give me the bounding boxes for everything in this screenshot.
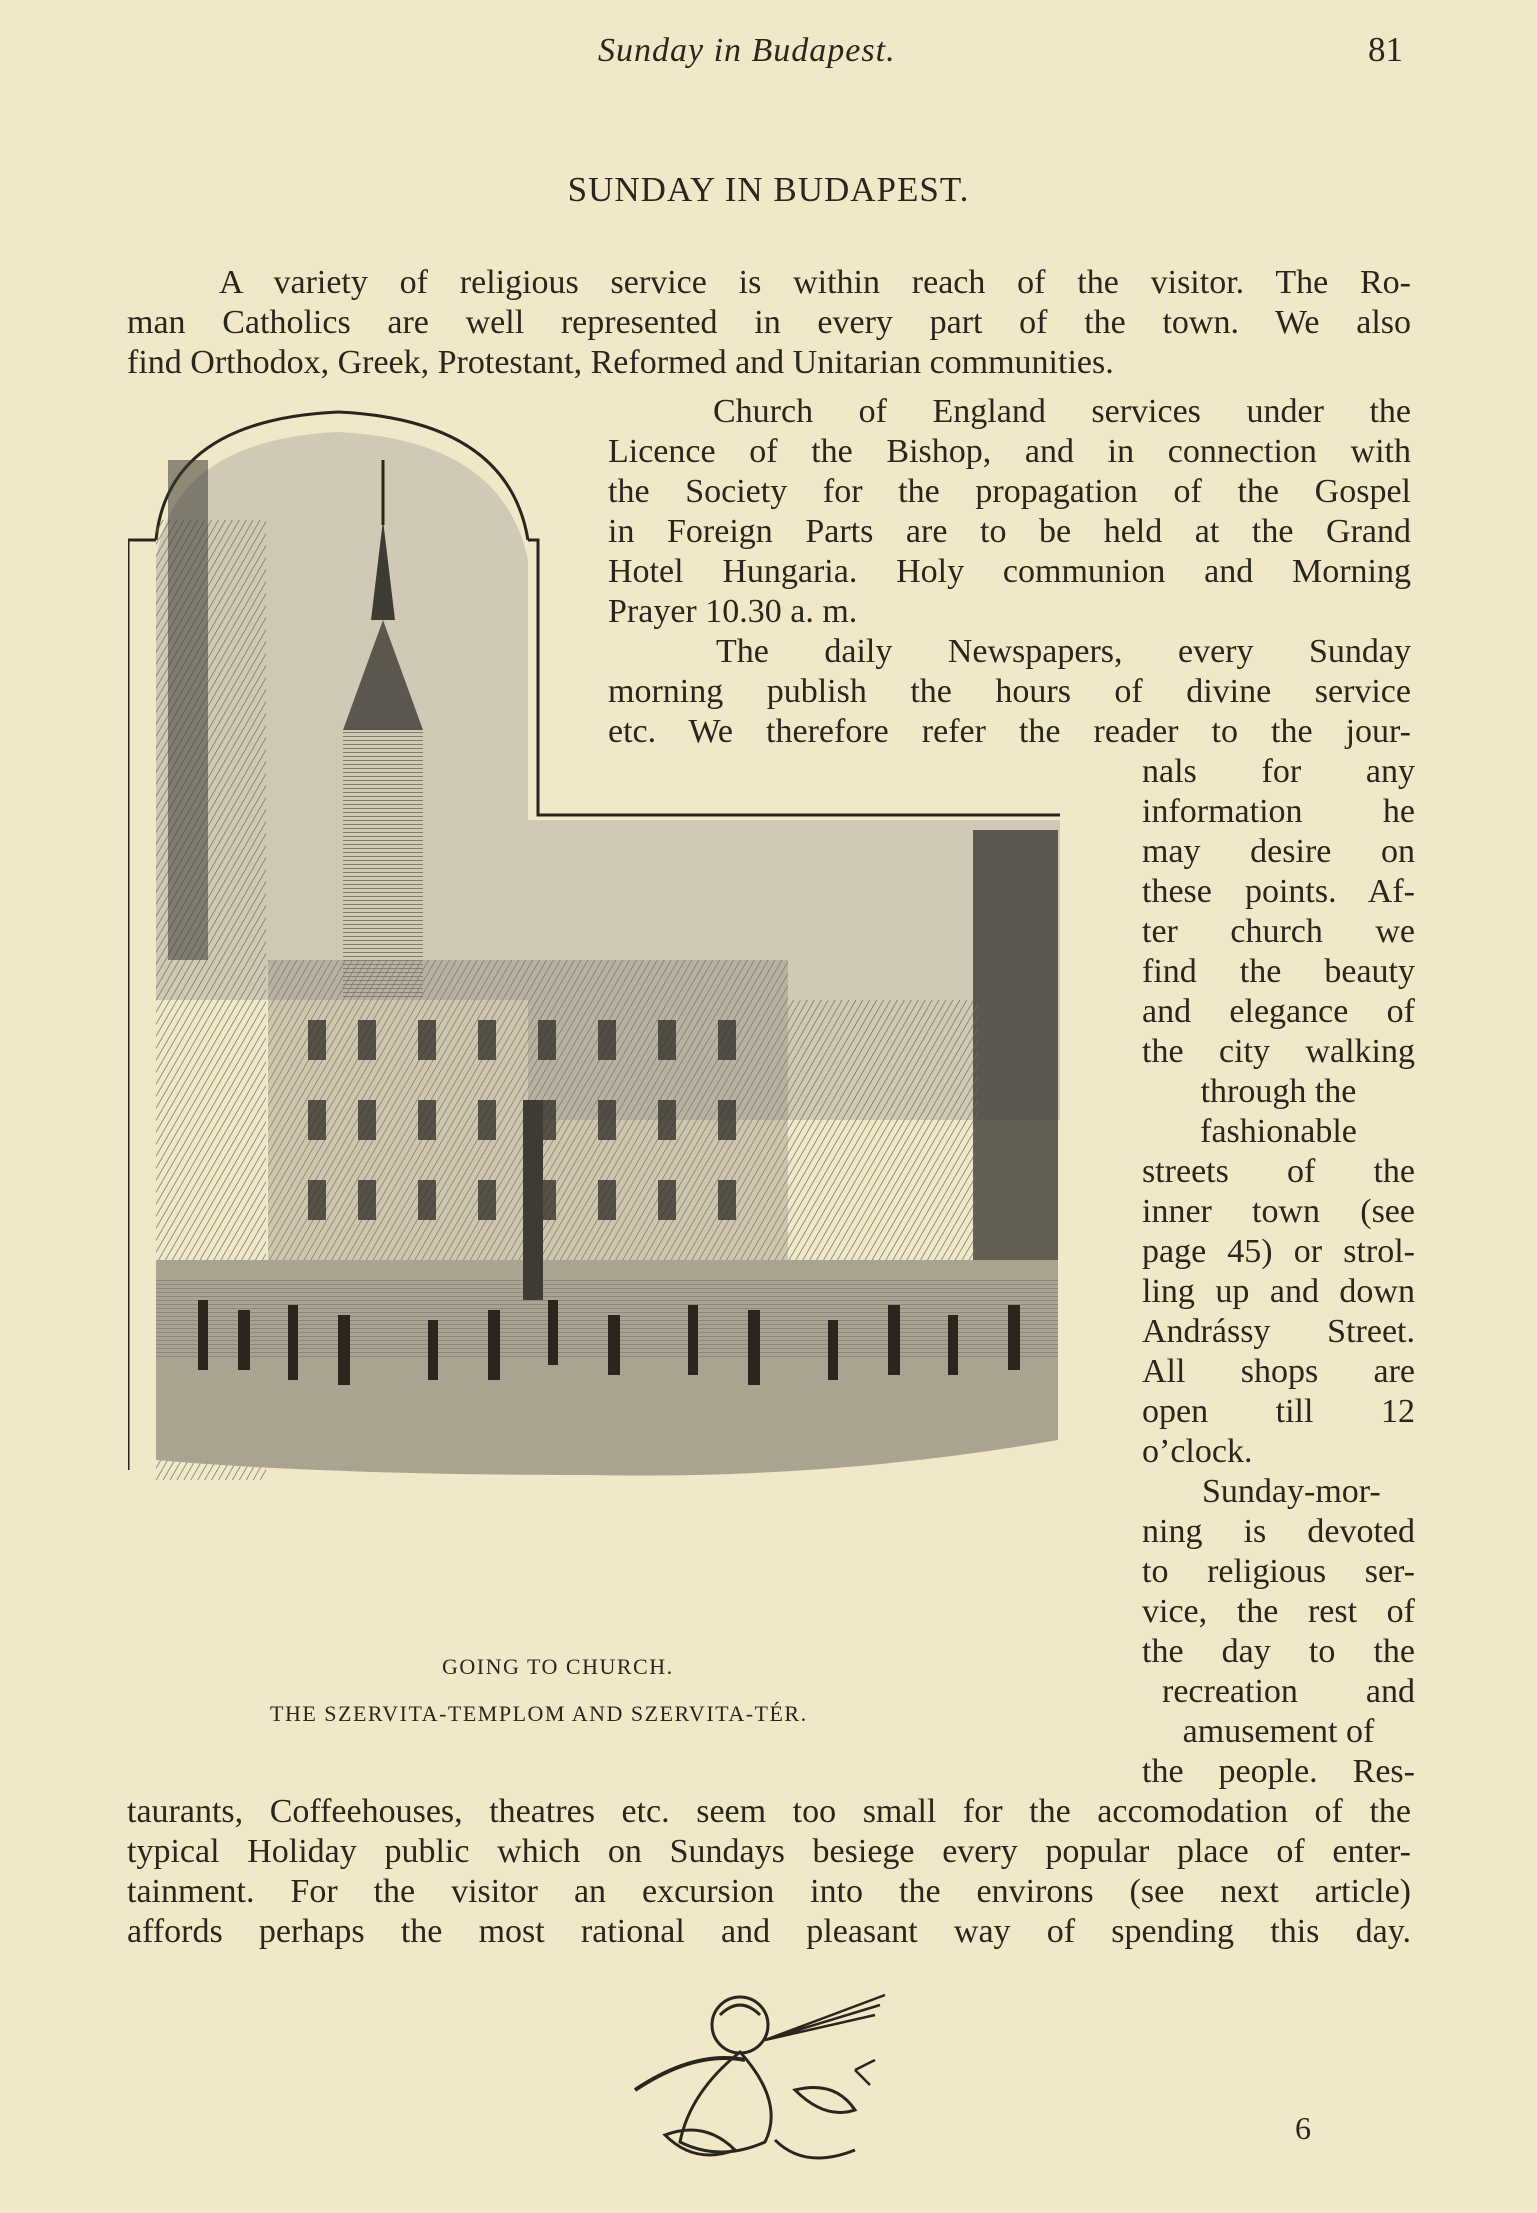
- text-line: find the beauty: [1142, 953, 1415, 990]
- text-line: The daily Newspapers, every Sunday: [716, 633, 1411, 670]
- text-line: fashionable: [1200, 1113, 1357, 1150]
- text-line: the people. Res-: [1142, 1753, 1415, 1790]
- text-line: the Society for the propagation of the Gospel: [608, 473, 1411, 510]
- text-line: ning is devoted: [1142, 1513, 1415, 1550]
- text-line: the day to the: [1142, 1633, 1415, 1670]
- text-line: to religious ser-: [1142, 1553, 1415, 1590]
- signature-mark: 6: [1295, 2110, 1311, 2146]
- intro-paragraph: [127, 263, 1411, 383]
- text-line: Sunday-mor-: [1202, 1473, 1381, 1510]
- text-line: through the: [1200, 1073, 1357, 1110]
- running-head: [0, 28, 1537, 78]
- caption-line-2: THE SZERVITA-TEMPLOM AND SZERVITA-TÉR.: [270, 1701, 808, 1726]
- text-line: Hotel Hungaria. Holy communion and Morning: [608, 553, 1411, 590]
- closing-paragraph: [127, 1792, 1411, 1952]
- text-line: etc. We therefore refer the reader to the jour-: [608, 713, 1411, 750]
- page-number: 81: [1368, 30, 1403, 69]
- text-line: morning publish the hours of divine service: [608, 673, 1411, 710]
- text-line: Church of England services under the: [713, 393, 1411, 430]
- text-line: typical Holiday public which on Sundays besiege every popular place of enter-: [127, 1833, 1411, 1870]
- text-line: Prayer 10.30 a. m.: [608, 593, 858, 630]
- text-line: amusement of: [1182, 1713, 1375, 1750]
- text-line: and elegance of: [1142, 993, 1415, 1030]
- text-line: All shops are: [1142, 1353, 1415, 1390]
- text-line: these points. Af-: [1142, 873, 1415, 910]
- text-line: o’clock.: [1142, 1433, 1253, 1470]
- text-line: may desire on: [1142, 833, 1415, 870]
- text-line: Andrássy Street.: [1142, 1313, 1415, 1350]
- church-engraving: [128, 400, 1060, 1480]
- text-line: streets of the: [1142, 1153, 1415, 1190]
- text-line: tainment. For the visitor an excursion into the environs (see next article): [127, 1873, 1411, 1910]
- text-line: find Orthodox, Greek, Protestant, Reformed and Unitarian communities.: [127, 344, 1114, 381]
- cherub-vignette-icon: [625, 1980, 905, 2175]
- text-line: vice, the rest of: [1142, 1593, 1415, 1630]
- text-line: ter church we: [1142, 913, 1415, 950]
- text-line: taurants, Coffeehouses, theatres etc. seem too small for the accomodation of the: [127, 1793, 1411, 1830]
- text-line: affords perhaps the most rational and pleasant way of spending this day.: [127, 1913, 1411, 1950]
- running-title: Sunday in Budapest.: [598, 32, 896, 69]
- text-line: open till 12: [1142, 1393, 1415, 1430]
- caption-line-1: GOING TO CHURCH.: [442, 1654, 674, 1679]
- article-title: SUNDAY IN BUDAPEST.: [567, 170, 970, 209]
- text-line: page 45) or strol-: [1142, 1233, 1415, 1270]
- text-line: recreation and: [1162, 1673, 1415, 1710]
- text-line: information he: [1142, 793, 1415, 830]
- text-line: A variety of religious service is within reach of the visitor. The Ro-: [219, 264, 1411, 301]
- text-line: inner town (see: [1142, 1193, 1415, 1230]
- text-line: nals for any: [1142, 753, 1415, 790]
- text-line: in Foreign Parts are to be held at the Grand: [608, 513, 1411, 550]
- narrow-column: [1142, 752, 1415, 1792]
- text-line: Licence of the Bishop, and in connection with: [608, 433, 1411, 470]
- text-line: the city walking: [1142, 1033, 1415, 1070]
- text-line: man Catholics are well represented in every part of the town. We also: [127, 304, 1411, 341]
- text-line: ling up and down: [1142, 1273, 1415, 1310]
